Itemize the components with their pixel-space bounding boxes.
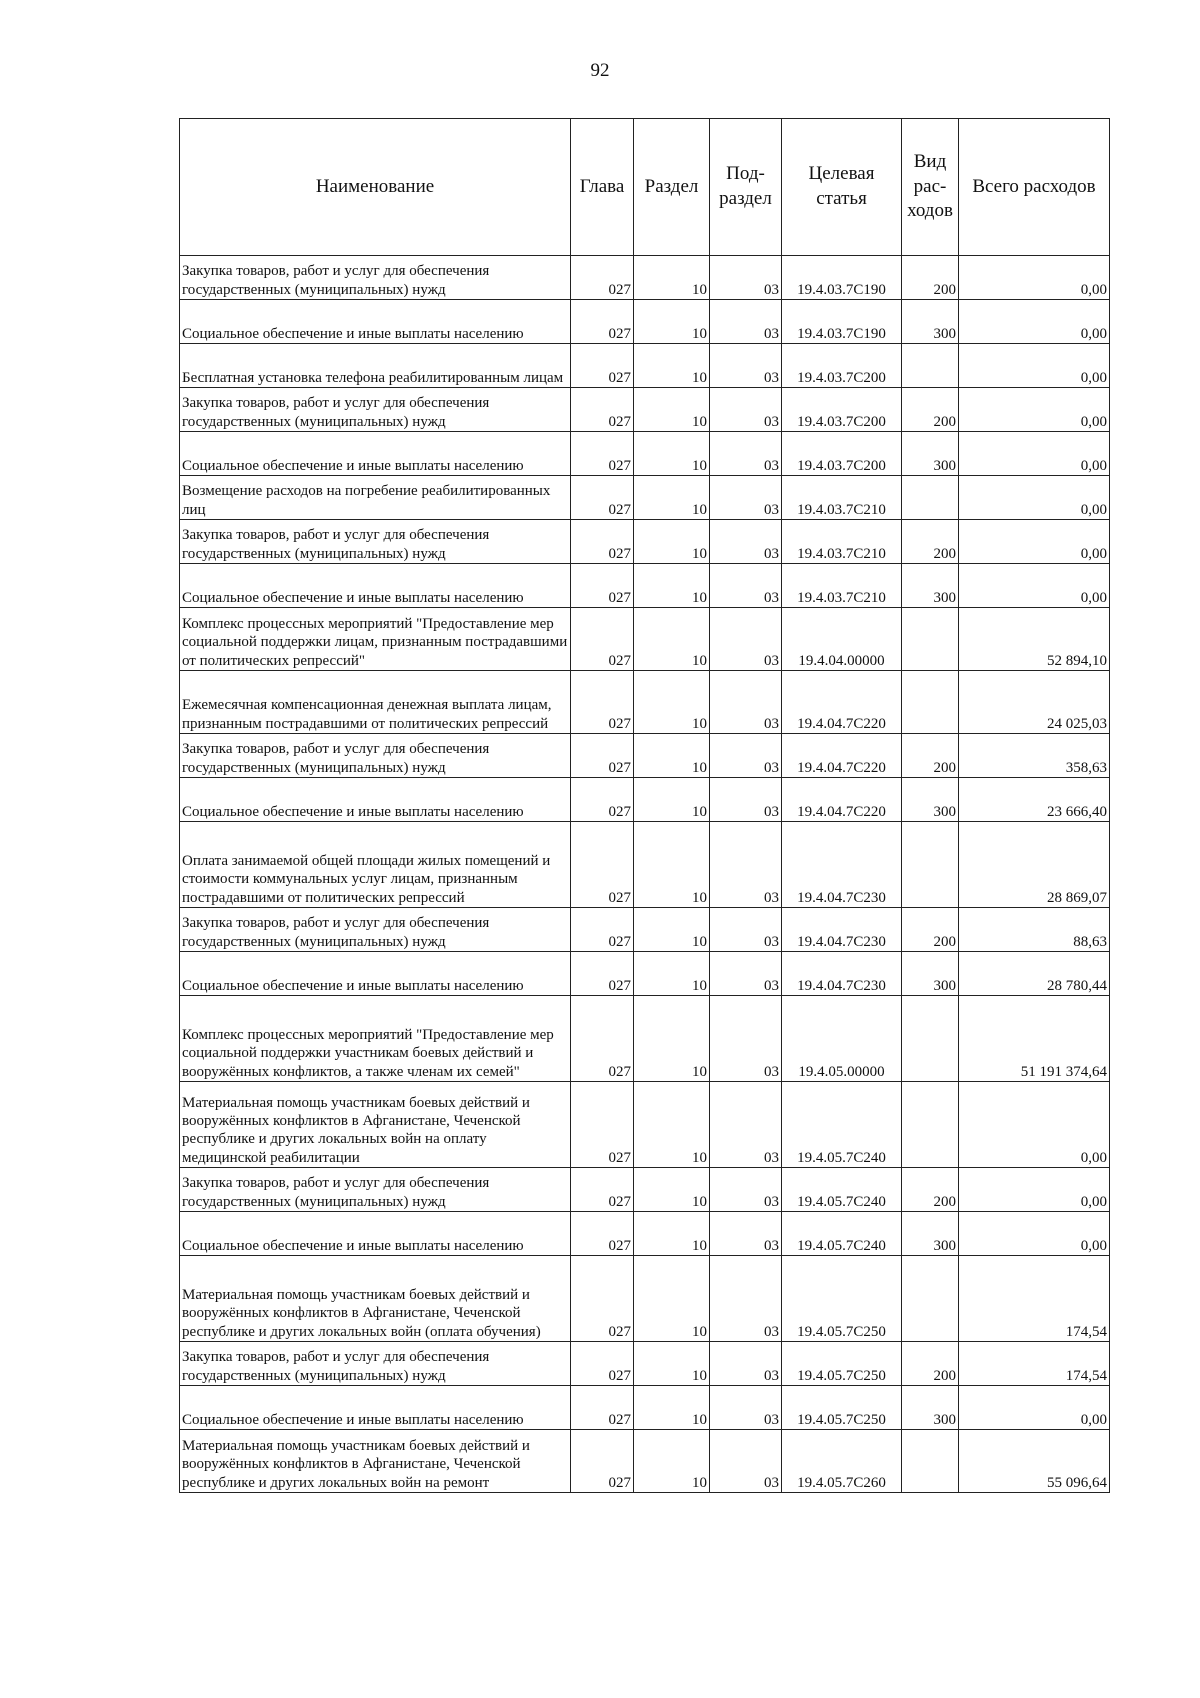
cell-subsection: 03 [710, 996, 782, 1082]
cell-total: 52 894,10 [959, 608, 1110, 671]
cell-total: 0,00 [959, 1082, 1110, 1168]
cell-total: 55 096,64 [959, 1430, 1110, 1493]
cell-target-article: 19.4.04.00000 [782, 608, 902, 671]
cell-target-article: 19.4.03.7С210 [782, 520, 902, 564]
cell-section: 10 [634, 1430, 710, 1493]
cell-subsection: 03 [710, 1212, 782, 1256]
cell-total: 0,00 [959, 476, 1110, 520]
cell-chapter: 027 [571, 1212, 634, 1256]
table-row [180, 778, 1110, 822]
table-row [180, 476, 1110, 520]
table-row [180, 734, 1110, 778]
cell-target-article: 19.4.03.7С200 [782, 388, 902, 432]
table-row [180, 432, 1110, 476]
cell-chapter: 027 [571, 908, 634, 952]
table-body [180, 256, 1110, 1493]
header-chapter: Глава [571, 119, 634, 256]
cell-target-article: 19.4.03.7С210 [782, 564, 902, 608]
cell-section: 10 [634, 300, 710, 344]
cell-chapter: 027 [571, 734, 634, 778]
cell-name: Материальная помощь участникам боевых действий и вооружённых конфликтов в Афганистане, Чеченской республике и других локальных войн (оплата обучения) [180, 1256, 571, 1342]
cell-total: 51 191 374,64 [959, 996, 1110, 1082]
table-row [180, 608, 1110, 671]
cell-chapter: 027 [571, 344, 634, 388]
cell-expense-type: 200 [902, 520, 959, 564]
cell-section: 10 [634, 432, 710, 476]
cell-name: Комплекс процессных мероприятий "Предоставление мер социальной поддержки участникам боевых действий и вооружённых конфликтов, а также членам их семей" [180, 996, 571, 1082]
cell-expense-type: 200 [902, 908, 959, 952]
cell-target-article: 19.4.05.7С250 [782, 1386, 902, 1430]
cell-total: 174,54 [959, 1256, 1110, 1342]
table-row [180, 300, 1110, 344]
cell-chapter: 027 [571, 520, 634, 564]
cell-total: 0,00 [959, 1386, 1110, 1430]
cell-section: 10 [634, 564, 710, 608]
cell-chapter: 027 [571, 256, 634, 300]
cell-name: Социальное обеспечение и иные выплаты населению [180, 300, 571, 344]
header-total: Всего расходов [959, 119, 1110, 256]
cell-total: 23 666,40 [959, 778, 1110, 822]
cell-chapter: 027 [571, 1386, 634, 1430]
table-row [180, 822, 1110, 908]
cell-name: Оплата занимаемой общей площади жилых помещений и стоимости коммунальных услуг лицам, признанным пострадавшими от политических репрессий [180, 822, 571, 908]
cell-section: 10 [634, 996, 710, 1082]
cell-section: 10 [634, 1342, 710, 1386]
table-row [180, 344, 1110, 388]
cell-chapter: 027 [571, 822, 634, 908]
cell-section: 10 [634, 476, 710, 520]
cell-section: 10 [634, 1168, 710, 1212]
header-subsection: Под-раздел [710, 119, 782, 256]
header-row [180, 119, 1110, 256]
cell-subsection: 03 [710, 520, 782, 564]
cell-section: 10 [634, 344, 710, 388]
cell-expense-type: 300 [902, 1386, 959, 1430]
cell-expense-type: 300 [902, 778, 959, 822]
cell-expense-type [902, 608, 959, 671]
cell-chapter: 027 [571, 1082, 634, 1168]
cell-total: 24 025,03 [959, 671, 1110, 734]
cell-name: Закупка товаров, работ и услуг для обеспечения государственных (муниципальных) нужд [180, 734, 571, 778]
cell-chapter: 027 [571, 671, 634, 734]
table-row [180, 996, 1110, 1082]
cell-chapter: 027 [571, 778, 634, 822]
cell-chapter: 027 [571, 1430, 634, 1493]
cell-target-article: 19.4.05.7С260 [782, 1430, 902, 1493]
cell-section: 10 [634, 608, 710, 671]
table-row [180, 1168, 1110, 1212]
cell-target-article: 19.4.03.7С210 [782, 476, 902, 520]
cell-expense-type [902, 671, 959, 734]
cell-expense-type [902, 822, 959, 908]
cell-name: Закупка товаров, работ и услуг для обеспечения государственных (муниципальных) нужд [180, 256, 571, 300]
cell-section: 10 [634, 520, 710, 564]
table-row [180, 1430, 1110, 1493]
cell-expense-type: 300 [902, 564, 959, 608]
cell-section: 10 [634, 1386, 710, 1430]
cell-section: 10 [634, 778, 710, 822]
cell-total: 358,63 [959, 734, 1110, 778]
cell-total: 28 780,44 [959, 952, 1110, 996]
cell-name: Социальное обеспечение и иные выплаты населению [180, 1212, 571, 1256]
cell-subsection: 03 [710, 1082, 782, 1168]
cell-subsection: 03 [710, 671, 782, 734]
cell-total: 0,00 [959, 344, 1110, 388]
table-row [180, 1342, 1110, 1386]
cell-subsection: 03 [710, 952, 782, 996]
cell-expense-type: 200 [902, 388, 959, 432]
cell-name: Социальное обеспечение и иные выплаты населению [180, 432, 571, 476]
cell-subsection: 03 [710, 778, 782, 822]
header-name: Наименование [180, 119, 571, 256]
cell-name: Бесплатная установка телефона реабилитированным лицам [180, 344, 571, 388]
cell-chapter: 027 [571, 564, 634, 608]
cell-name: Закупка товаров, работ и услуг для обеспечения государственных (муниципальных) нужд [180, 1342, 571, 1386]
cell-target-article: 19.4.05.7С240 [782, 1168, 902, 1212]
cell-target-article: 19.4.03.7С190 [782, 300, 902, 344]
cell-expense-type [902, 996, 959, 1082]
table-row [180, 1212, 1110, 1256]
cell-name: Закупка товаров, работ и услуг для обеспечения государственных (муниципальных) нужд [180, 520, 571, 564]
cell-chapter: 027 [571, 432, 634, 476]
table-row [180, 908, 1110, 952]
cell-total: 0,00 [959, 256, 1110, 300]
cell-name: Материальная помощь участникам боевых действий и вооружённых конфликтов в Афганистане, Чеченской республике и других локальных войн на ремонт [180, 1430, 571, 1493]
table-row [180, 671, 1110, 734]
cell-chapter: 027 [571, 476, 634, 520]
cell-expense-type [902, 476, 959, 520]
cell-chapter: 027 [571, 952, 634, 996]
cell-name: Возмещение расходов на погребение реабилитированных лиц [180, 476, 571, 520]
cell-chapter: 027 [571, 388, 634, 432]
cell-subsection: 03 [710, 1430, 782, 1493]
cell-subsection: 03 [710, 564, 782, 608]
cell-subsection: 03 [710, 1386, 782, 1430]
cell-chapter: 027 [571, 1256, 634, 1342]
cell-subsection: 03 [710, 1168, 782, 1212]
cell-target-article: 19.4.05.7С250 [782, 1256, 902, 1342]
cell-expense-type [902, 344, 959, 388]
cell-expense-type: 200 [902, 1168, 959, 1212]
cell-subsection: 03 [710, 734, 782, 778]
cell-chapter: 027 [571, 1168, 634, 1212]
cell-subsection: 03 [710, 608, 782, 671]
cell-section: 10 [634, 671, 710, 734]
cell-expense-type: 300 [902, 300, 959, 344]
cell-total: 28 869,07 [959, 822, 1110, 908]
table-row [180, 1386, 1110, 1430]
cell-total: 0,00 [959, 388, 1110, 432]
cell-expense-type: 300 [902, 432, 959, 476]
cell-section: 10 [634, 908, 710, 952]
cell-name: Материальная помощь участникам боевых действий и вооружённых конфликтов в Афганистане, Чеченской республике и других локальных войн на оплату медицинской реабилитации [180, 1082, 571, 1168]
cell-name: Закупка товаров, работ и услуг для обеспечения государственных (муниципальных) нужд [180, 388, 571, 432]
cell-chapter: 027 [571, 1342, 634, 1386]
table-row [180, 1256, 1110, 1342]
cell-target-article: 19.4.05.00000 [782, 996, 902, 1082]
cell-total: 88,63 [959, 908, 1110, 952]
cell-subsection: 03 [710, 432, 782, 476]
cell-section: 10 [634, 952, 710, 996]
cell-section: 10 [634, 822, 710, 908]
cell-expense-type [902, 1256, 959, 1342]
cell-target-article: 19.4.04.7С220 [782, 734, 902, 778]
cell-section: 10 [634, 388, 710, 432]
cell-expense-type: 300 [902, 952, 959, 996]
cell-name: Социальное обеспечение и иные выплаты населению [180, 952, 571, 996]
table-row [180, 564, 1110, 608]
cell-target-article: 19.4.05.7С240 [782, 1082, 902, 1168]
cell-name: Социальное обеспечение и иные выплаты населению [180, 1386, 571, 1430]
cell-subsection: 03 [710, 388, 782, 432]
cell-target-article: 19.4.04.7С230 [782, 908, 902, 952]
cell-section: 10 [634, 1082, 710, 1168]
cell-target-article: 19.4.05.7С240 [782, 1212, 902, 1256]
cell-subsection: 03 [710, 344, 782, 388]
cell-subsection: 03 [710, 300, 782, 344]
cell-expense-type: 200 [902, 1342, 959, 1386]
cell-subsection: 03 [710, 256, 782, 300]
cell-name: Закупка товаров, работ и услуг для обеспечения государственных (муниципальных) нужд [180, 908, 571, 952]
cell-target-article: 19.4.03.7С200 [782, 344, 902, 388]
cell-expense-type [902, 1082, 959, 1168]
cell-total: 0,00 [959, 1212, 1110, 1256]
cell-total: 0,00 [959, 1168, 1110, 1212]
cell-name: Ежемесячная компенсационная денежная выплата лицам, признанным пострадавшими от политических репрессий [180, 671, 571, 734]
cell-section: 10 [634, 1212, 710, 1256]
cell-name: Социальное обеспечение и иные выплаты населению [180, 778, 571, 822]
cell-target-article: 19.4.04.7С230 [782, 952, 902, 996]
cell-name: Закупка товаров, работ и услуг для обеспечения государственных (муниципальных) нужд [180, 1168, 571, 1212]
table-row [180, 952, 1110, 996]
cell-target-article: 19.4.04.7С220 [782, 671, 902, 734]
header-expense-type: Вид рас-ходов [902, 119, 959, 256]
header-target-article: Целевая статья [782, 119, 902, 256]
cell-total: 0,00 [959, 432, 1110, 476]
cell-expense-type: 200 [902, 734, 959, 778]
cell-target-article: 19.4.04.7С220 [782, 778, 902, 822]
cell-section: 10 [634, 734, 710, 778]
cell-chapter: 027 [571, 608, 634, 671]
cell-name: Социальное обеспечение и иные выплаты населению [180, 564, 571, 608]
cell-chapter: 027 [571, 996, 634, 1082]
cell-expense-type: 300 [902, 1212, 959, 1256]
cell-total: 174,54 [959, 1342, 1110, 1386]
table-row [180, 1082, 1110, 1168]
cell-chapter: 027 [571, 300, 634, 344]
cell-total: 0,00 [959, 300, 1110, 344]
cell-expense-type [902, 1430, 959, 1493]
cell-subsection: 03 [710, 1256, 782, 1342]
cell-target-article: 19.4.03.7С190 [782, 256, 902, 300]
cell-target-article: 19.4.04.7С230 [782, 822, 902, 908]
cell-target-article: 19.4.05.7С250 [782, 1342, 902, 1386]
cell-section: 10 [634, 1256, 710, 1342]
table-row [180, 256, 1110, 300]
header-section: Раздел [634, 119, 710, 256]
cell-name: Комплекс процессных мероприятий "Предоставление мер социальной поддержки лицам, признанным пострадавшими от политических репрессий" [180, 608, 571, 671]
cell-subsection: 03 [710, 822, 782, 908]
cell-expense-type: 200 [902, 256, 959, 300]
cell-subsection: 03 [710, 1342, 782, 1386]
cell-total: 0,00 [959, 520, 1110, 564]
expenditure-table [179, 118, 1110, 1493]
cell-total: 0,00 [959, 564, 1110, 608]
cell-subsection: 03 [710, 476, 782, 520]
page-number: 92 [590, 60, 610, 81]
table-row [180, 388, 1110, 432]
table-row [180, 520, 1110, 564]
cell-subsection: 03 [710, 908, 782, 952]
cell-target-article: 19.4.03.7С200 [782, 432, 902, 476]
cell-section: 10 [634, 256, 710, 300]
